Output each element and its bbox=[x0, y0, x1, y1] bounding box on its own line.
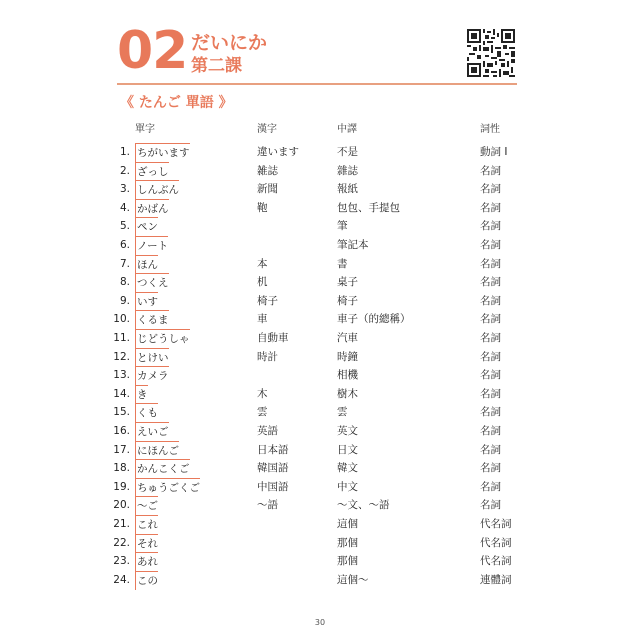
vocab-row bbox=[0, 273, 640, 291]
header-divider bbox=[117, 83, 517, 85]
vocab-number: 5. bbox=[119, 220, 130, 233]
vocab-row bbox=[0, 478, 640, 496]
vocab-part-of-speech: 名詞 bbox=[480, 313, 501, 326]
vocab-kanji: 中国語 bbox=[257, 480, 289, 493]
vocab-kanji: 日本語 bbox=[257, 443, 289, 456]
qr-code-icon[interactable] bbox=[467, 29, 515, 77]
vocab-part-of-speech: 名詞 bbox=[480, 220, 501, 233]
vocab-number: 22. bbox=[113, 536, 130, 549]
vocab-meaning: 筆記本 bbox=[337, 239, 369, 251]
vocab-word: いす bbox=[135, 292, 158, 311]
vocab-meaning: 英文 bbox=[337, 425, 358, 437]
vocab-part-of-speech: 名詞 bbox=[480, 480, 501, 493]
vocab-number: 12. bbox=[113, 350, 130, 363]
vocab-meaning: 車子（的總稱） bbox=[337, 313, 411, 326]
vocab-number: 6. bbox=[119, 239, 130, 251]
vocab-kanji: 自動車 bbox=[257, 332, 289, 344]
lesson-title-kanji: 第二課 bbox=[191, 56, 242, 76]
vocab-meaning: 筆 bbox=[337, 220, 348, 233]
vocab-row bbox=[0, 496, 640, 514]
vocab-word: ちゅうごくご bbox=[135, 478, 200, 497]
vocab-number: 8. bbox=[119, 276, 130, 289]
vocab-row bbox=[0, 571, 640, 589]
vocab-word: ペン bbox=[135, 217, 158, 236]
vocab-meaning: 這個 bbox=[337, 518, 358, 530]
vocab-word: カメラ bbox=[135, 366, 169, 385]
vocab-part-of-speech: 名詞 bbox=[480, 332, 501, 344]
vocab-number: 18. bbox=[113, 462, 130, 475]
vocab-row bbox=[0, 217, 640, 235]
vocab-number: 15. bbox=[113, 406, 130, 419]
vocab-part-of-speech: 名詞 bbox=[480, 425, 501, 437]
vocab-number: 23. bbox=[113, 555, 130, 568]
vocab-kanji: 本 bbox=[257, 257, 268, 270]
vocab-kanji: 韓国語 bbox=[257, 462, 289, 475]
vocab-part-of-speech: 名詞 bbox=[480, 387, 501, 400]
vocab-number: 21. bbox=[113, 518, 130, 530]
vocab-part-of-speech: 名詞 bbox=[480, 350, 501, 363]
vocab-row bbox=[0, 199, 640, 217]
vocab-word: くも bbox=[135, 403, 158, 422]
section-title: 《 たんご 單語 》 bbox=[120, 95, 233, 111]
column-header-pos: 詞性 bbox=[480, 124, 500, 135]
vocab-row bbox=[0, 422, 640, 440]
vocab-row bbox=[0, 236, 640, 254]
vocab-word: つくえ bbox=[135, 273, 169, 292]
vocab-word: にほんご bbox=[135, 441, 179, 460]
vocab-meaning: 汽車 bbox=[337, 332, 358, 344]
vocab-meaning: 書 bbox=[337, 257, 348, 270]
vocab-meaning: 椅子 bbox=[337, 294, 358, 307]
vocab-word: えいご bbox=[135, 422, 169, 441]
vocab-row bbox=[0, 292, 640, 310]
vocab-number: 20. bbox=[113, 499, 130, 512]
vocab-meaning: 韓文 bbox=[337, 462, 358, 475]
vocab-kanji: 机 bbox=[257, 276, 268, 289]
vocab-part-of-speech: 動詞 I bbox=[480, 146, 508, 158]
vocab-row bbox=[0, 329, 640, 347]
vocab-row bbox=[0, 534, 640, 552]
vocab-meaning: 那個 bbox=[337, 536, 358, 549]
vocab-number: 9. bbox=[119, 294, 130, 307]
vocab-number: 13. bbox=[113, 369, 130, 382]
vocab-kanji: 雑誌 bbox=[257, 164, 278, 177]
vocab-row bbox=[0, 348, 640, 366]
vocab-kanji: 車 bbox=[257, 313, 268, 326]
vocab-word: ノート bbox=[135, 236, 168, 255]
vocab-meaning: 時鐘 bbox=[337, 350, 358, 363]
vocab-number: 2. bbox=[119, 164, 130, 177]
vocab-row bbox=[0, 180, 640, 198]
vocab-word: き bbox=[135, 385, 148, 404]
vocab-part-of-speech: 名詞 bbox=[480, 462, 501, 475]
column-header-meaning: 中譯 bbox=[337, 124, 357, 135]
vocab-meaning: 桌子 bbox=[337, 276, 358, 289]
vocab-word: ちがいます bbox=[135, 143, 190, 162]
vocab-word: じどうしゃ bbox=[135, 329, 190, 348]
vocab-part-of-speech: 名詞 bbox=[480, 239, 501, 251]
vocab-row bbox=[0, 459, 640, 477]
vocab-row bbox=[0, 310, 640, 328]
vocab-meaning: 相機 bbox=[337, 369, 358, 382]
vocab-number: 11. bbox=[113, 332, 130, 344]
vocab-word: ほん bbox=[135, 255, 158, 274]
vocab-part-of-speech: 名詞 bbox=[480, 164, 501, 177]
vocab-part-of-speech: 代名詞 bbox=[480, 518, 512, 530]
vocab-word: くるま bbox=[135, 310, 169, 329]
vocab-part-of-speech: 名詞 bbox=[480, 443, 501, 456]
vocab-meaning: 中文 bbox=[337, 480, 358, 493]
vocab-row bbox=[0, 385, 640, 403]
vocab-kanji: 英語 bbox=[257, 425, 278, 437]
vocab-meaning: 日文 bbox=[337, 443, 358, 456]
vocab-part-of-speech: 名詞 bbox=[480, 406, 501, 419]
vocab-row bbox=[0, 366, 640, 384]
vocab-number: 1. bbox=[119, 146, 130, 158]
vocab-row bbox=[0, 162, 640, 180]
vocab-meaning: 包包、手提包 bbox=[337, 201, 400, 214]
vocab-number: 4. bbox=[119, 201, 130, 214]
vocab-number: 14. bbox=[113, 387, 130, 400]
vocab-row bbox=[0, 255, 640, 273]
vocab-row bbox=[0, 552, 640, 570]
vocab-kanji: ～語 bbox=[257, 499, 278, 512]
vocab-word: ざっし bbox=[135, 162, 169, 181]
vocab-part-of-speech: 代名詞 bbox=[480, 536, 512, 549]
vocab-word: この bbox=[135, 571, 158, 590]
vocab-word: それ bbox=[135, 534, 158, 553]
vocab-row bbox=[0, 515, 640, 533]
vocab-kanji: 椅子 bbox=[257, 294, 278, 307]
page-number: 30 bbox=[314, 618, 326, 627]
vocab-word: これ bbox=[135, 515, 158, 534]
vocab-number: 7. bbox=[119, 257, 130, 270]
vocab-meaning: 樹木 bbox=[337, 387, 358, 400]
vocab-meaning: 這個～ bbox=[337, 573, 369, 586]
vocab-part-of-speech: 名詞 bbox=[480, 183, 501, 196]
vocab-word: しんぶん bbox=[135, 180, 179, 199]
vocab-kanji: 雲 bbox=[257, 406, 268, 419]
vocab-kanji: 違います bbox=[257, 146, 299, 158]
vocab-part-of-speech: 名詞 bbox=[480, 499, 501, 512]
vocab-meaning: 報紙 bbox=[337, 183, 358, 196]
vocab-number: 3. bbox=[119, 183, 130, 196]
vocab-word: かばん bbox=[135, 199, 169, 218]
vocab-meaning: ～文、～語 bbox=[337, 499, 390, 512]
vocab-row bbox=[0, 403, 640, 421]
vocab-number: 16. bbox=[113, 425, 130, 437]
vocab-meaning: 不是 bbox=[337, 146, 358, 158]
vocab-part-of-speech: 名詞 bbox=[480, 276, 501, 289]
vocab-number: 19. bbox=[113, 480, 130, 493]
vocab-meaning: 雜誌 bbox=[337, 164, 358, 177]
vocab-kanji: 木 bbox=[257, 387, 268, 400]
vocab-word: ～ご bbox=[135, 496, 158, 515]
lesson-number: 02 bbox=[117, 21, 188, 81]
vocab-word: あれ bbox=[135, 552, 158, 571]
lesson-title-kana: だいにか bbox=[191, 32, 268, 54]
vocab-kanji: 時計 bbox=[257, 350, 278, 363]
vocab-row bbox=[0, 143, 640, 161]
vocab-kanji: 新聞 bbox=[257, 183, 278, 196]
vocab-part-of-speech: 連體詞 bbox=[480, 573, 512, 586]
vocab-part-of-speech: 名詞 bbox=[480, 294, 501, 307]
vocab-number: 17. bbox=[113, 443, 130, 456]
vocab-part-of-speech: 名詞 bbox=[480, 201, 501, 214]
column-header-kanji: 漢字 bbox=[257, 124, 277, 135]
vocab-number: 24. bbox=[113, 573, 130, 586]
column-header-word: 單字 bbox=[135, 124, 155, 135]
vocab-number: 10. bbox=[113, 313, 130, 326]
vocab-part-of-speech: 代名詞 bbox=[480, 555, 512, 568]
vocab-part-of-speech: 名詞 bbox=[480, 369, 501, 382]
vocab-meaning: 那個 bbox=[337, 555, 358, 568]
vocab-row bbox=[0, 441, 640, 459]
vocab-word: かんこくご bbox=[135, 459, 190, 478]
vocab-meaning: 雲 bbox=[337, 406, 348, 419]
vocab-kanji: 鞄 bbox=[257, 201, 268, 214]
vocab-word: とけい bbox=[135, 348, 169, 367]
vocab-part-of-speech: 名詞 bbox=[480, 257, 501, 270]
